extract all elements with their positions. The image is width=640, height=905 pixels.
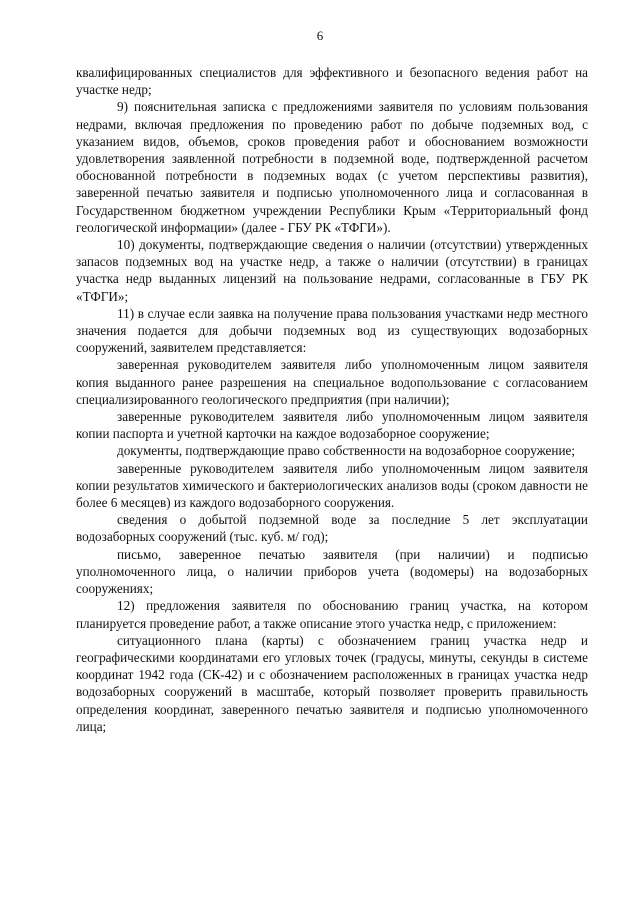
paragraph-item-12: 12) предложения заявителя по обоснованию границ участка, на котором планируется проведение работ, а также описание этого участка недр, с приложением: xyxy=(76,598,588,631)
paragraph-permit-copy: заверенная руководителем заявителя либо уполномоченным лицом заявителя копия выданного ранее разрешения на специальное водопользование с согласованием специализированного геологического предприятия (при наличии); xyxy=(76,357,588,407)
paragraph-continuation: квалифицированных специалистов для эффективного и безопасного ведения работ на участке недр; xyxy=(76,65,588,98)
page-number: 6 xyxy=(316,28,324,43)
paragraph-passport-copy: заверенные руководителем заявителя либо уполномоченным лицом заявителя копии паспорта и учетной карточки на каждое водозаборное сооружение; xyxy=(76,409,588,442)
paragraph-item-10: 10) документы, подтверждающие сведения о наличии (отсутствии) утвержденных запасов подземных вод на участке недр, а также о наличии (отсутствии) в границах участка недр выданных лицензий на пользование недрами, согласованные в ГБУ РК «ТФГИ»; xyxy=(76,237,588,304)
paragraph-extraction-info: сведения о добытой подземной воде за последние 5 лет эксплуатации водозаборных сооружений (тыс. куб. м/ год); xyxy=(76,512,588,545)
paragraph-item-11: 11) в случае если заявка на получение права пользования участками недр местного значения подается для добычи подземных вод из существующих водозаборных сооружений, заявителем представляется: xyxy=(76,305,588,356)
paragraph-analysis-results: заверенные руководителем заявителя либо уполномоченным лицом заявителя копии результатов химического и бактериологических анализов воды (сроком давности не более 6 месяцев) из каждого водозаборного сооружения. xyxy=(76,460,588,511)
paragraph-meter-letter: письмо, заверенное печатью заявителя (при наличии) и подписью уполномоченного лица, о наличии приборов учета (водомеры) на водозаборных сооружениях; xyxy=(76,546,588,597)
document-body xyxy=(76,64,588,735)
paragraph-ownership-docs: документы, подтверждающие право собственности на водозаборное сооружение; xyxy=(117,443,576,459)
paragraph-item-9: 9) пояснительная записка с предложениями заявителя по условиям пользования недрами, включая предложения по проведению работ по добыче подземных вод, с указанием видов, объемов, сроков проведения работ и обоснованием возможности удовлетворения заявленной потребности в подземной воде, подтвержденной расчетом обоснованной потребности в подземных водах (с учетом перспективы развития), заверенной печатью заявителя и подписью уполномоченного лица и согласованная в Государственном бюджетном учреждении Республики Крым «Территориальный фонд геологической информации» (далее - ГБУ РК «ТФГИ»). xyxy=(76,99,588,235)
paragraph-site-plan: ситуационного плана (карты) с обозначением границ участка недр и географическими координатами его угловых точек (градусы, минуты, секунды в системе координат 1942 года (СК-42) и с обозначением расположенных в границах участка недр водозаборных сооружений в масштабе, который позволяет проверить правильность определения координат, заверенного печатью заявителя и подписью уполномоченного лица; xyxy=(76,632,588,734)
